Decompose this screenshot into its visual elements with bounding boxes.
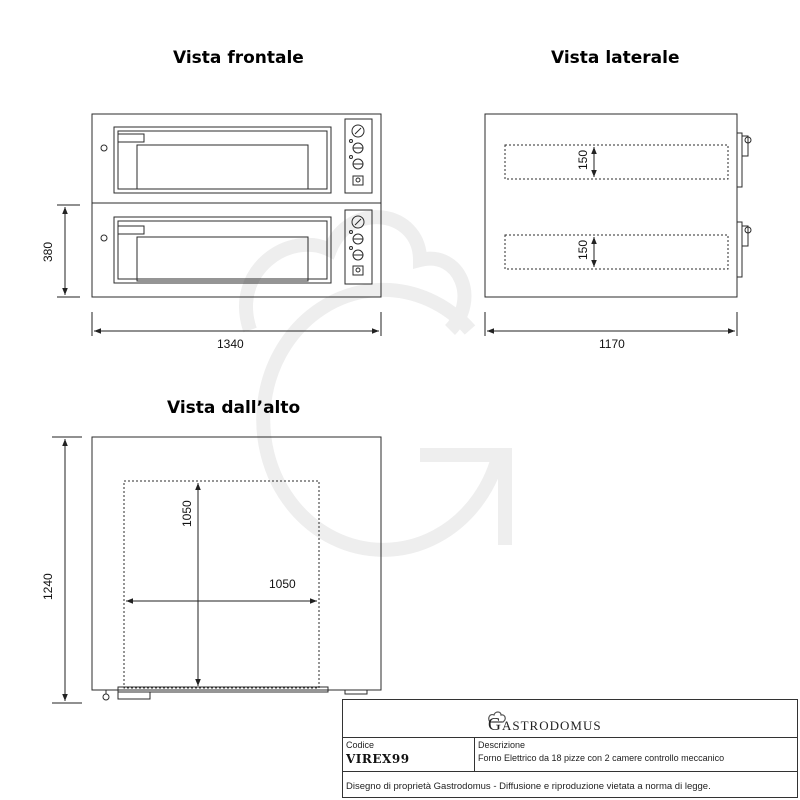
lower-chamber-door xyxy=(114,217,331,283)
top-view xyxy=(92,437,381,700)
code-label: Codice xyxy=(346,740,375,750)
top-body-outline xyxy=(92,437,381,690)
side-depth-dim: 1170 xyxy=(599,337,625,351)
front-view xyxy=(92,114,381,297)
front-view-title: Vista frontale xyxy=(173,48,304,68)
code-cell xyxy=(343,738,475,771)
brand-name: Gastrodomus xyxy=(488,714,602,734)
top-chamber-width-dim: 1050 xyxy=(269,577,296,591)
front-width-dim: 1340 xyxy=(217,337,244,351)
top-view-title: Vista dall’alto xyxy=(167,398,301,418)
title-block xyxy=(342,699,798,798)
top-door-handle xyxy=(118,692,150,699)
side-view-title: Vista laterale xyxy=(551,48,680,68)
lower-hinge xyxy=(101,235,107,241)
upper-hinge xyxy=(101,145,107,151)
code-value: VIREX99 xyxy=(346,752,410,766)
upper-switch xyxy=(353,176,363,185)
lower-door-handle xyxy=(118,226,144,234)
description-label: Descrizione xyxy=(478,740,526,750)
front-height-dim: 380 xyxy=(41,241,55,262)
side-upper-chamber xyxy=(505,145,728,179)
side-chamber-1-dim: 150 xyxy=(576,149,590,170)
description-value: Forno Elettrico da 18 pizze con 2 camere controllo meccanico xyxy=(478,753,725,763)
top-depth-dim: 1240 xyxy=(41,573,55,600)
title-block-logo-row xyxy=(343,700,797,738)
ownership-notice: Disegno di proprietà Gastrodomus - Diffusione e riproduzione vietata a norma di legge. xyxy=(346,781,711,792)
front-body-outline xyxy=(92,114,381,297)
side-lower-chamber xyxy=(505,235,728,269)
side-body-outline xyxy=(485,114,737,297)
upper-door-handle xyxy=(118,134,144,142)
side-chamber-2-dim: 150 xyxy=(576,239,590,260)
upper-chamber-door xyxy=(114,127,331,193)
side-view xyxy=(485,114,751,297)
title-block-info-row xyxy=(343,738,797,772)
top-chamber-depth-dim: 1050 xyxy=(180,500,194,527)
